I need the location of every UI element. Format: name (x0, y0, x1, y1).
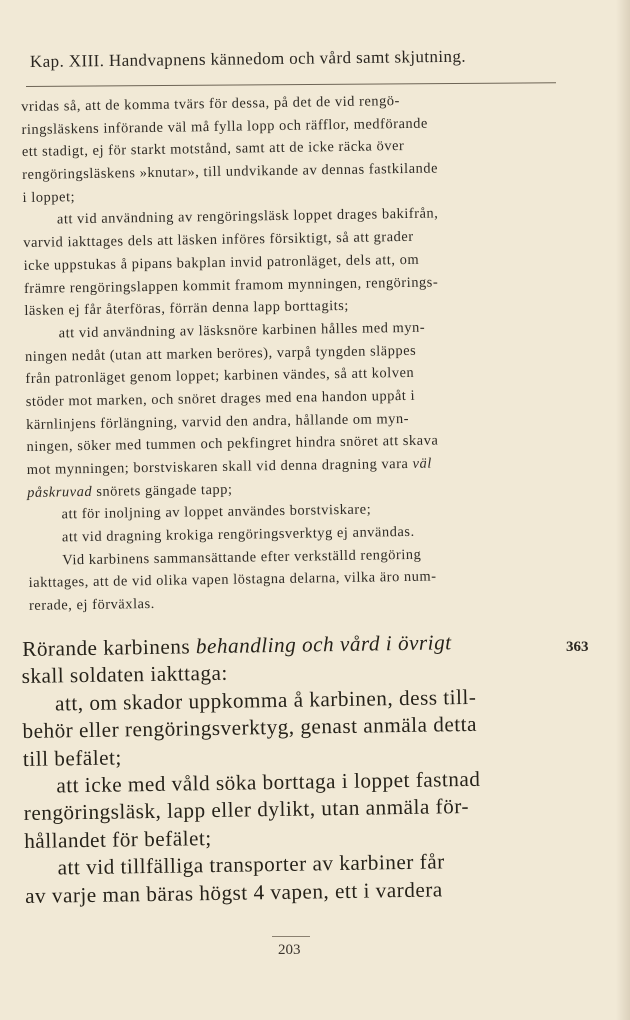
italic-phrase: behandling och vård i övrigt (195, 630, 452, 659)
line-text: att icke med våld söka borttaga i loppet fastnad (56, 766, 481, 798)
line-text: kärnlinjens förlängning, varvid den andra, hållande om myn- (26, 410, 410, 433)
line-text: att vid tillfälliga transporter av karbiner får (57, 849, 445, 880)
line-text: Rörande karbinens (22, 634, 197, 661)
line-text: att vid dragning krokiga rengöringsverktyg ej användas. (61, 523, 415, 546)
line-text: rengöringsläsk, lapp eller dylikt, utan anmäla för- (23, 794, 470, 826)
line-text: stöder mot marken, och snöret drages med ena handon uppåt i (25, 387, 416, 410)
line-text: läsken ej får återföras, förrän denna lapp borttagits; (24, 298, 350, 320)
running-head: Kap. XIII. Handvapnens kännedom och vård samt skjutning. (29, 46, 467, 71)
line-text: att vid användning av läsksnöre karbinen hålles med myn- (58, 319, 426, 342)
line-text: ringsläskens införande väl må fylla lopp och räfflor, medförande (21, 115, 428, 138)
large-lines (21, 655, 570, 910)
line-text: ningen nedåt (utan att marken beröres), varpå tyngden släppes (24, 342, 417, 365)
line-text: att vid användning av rengöringsläsk loppet drages bakifrån, (56, 205, 439, 228)
line-text: att för inoljning av loppet användes borstviskare; (61, 501, 372, 523)
line-text: till befälet; (22, 744, 122, 771)
line-text: mot mynningen; borstviskaren skall vid denna dragning vara (26, 455, 409, 478)
italic-word: väl (412, 455, 432, 472)
small-print-section (21, 88, 569, 618)
line-text: Vid karbinens sammansättande efter verkställd rengöring (62, 546, 422, 569)
line-text: snörets gängade tapp; (92, 481, 233, 500)
line-text: av varje man bäras högst 4 vapen, ett i vardera (24, 876, 443, 908)
line-text: rengöringsläskens »knutar», till undvikande av dennas fastkilande (22, 160, 439, 184)
line-text: rerade, ej förväxlas. (28, 596, 155, 615)
line-text: vridas så, att de komma tvärs för dessa, på det de vid rengö- (21, 93, 401, 115)
line-text: att, om skador uppkomma å karbinen, dess till- (54, 684, 477, 716)
line-text: främre rengöringslappen kommit framom mynningen, rengörings- (23, 273, 439, 297)
line-text: varvid iakttages dels att läsken införes försiktigt, så att grader (23, 228, 414, 252)
line-text: från patronläget genom loppet; karbinen vändes, så att kolven (25, 365, 415, 388)
page-number: 203 (278, 942, 301, 958)
margin-paragraph-number: 363 (566, 639, 589, 655)
line-text: iakttages, att de vid olika vapen löstagna delarna, vilka äro num- (28, 568, 437, 592)
line-text: skall soldaten iakttaga: (21, 661, 228, 689)
header-rule (26, 82, 556, 87)
large-print-section (21, 627, 570, 909)
line-text: ett stadigt, ej för starkt motstånd, samt att de icke räcka över (21, 138, 405, 161)
footer-rule (272, 936, 310, 937)
line-text: hållandet för befälet; (24, 825, 212, 853)
line-text: i loppet; (22, 188, 76, 206)
line-text: icke uppstukas å pipans bakplan invid patronläget, dels att, om (23, 251, 420, 274)
line-text: behör eller rengöringsverktyg, genast anmäla detta (22, 712, 478, 744)
italic-word: påskruvad (27, 483, 93, 501)
line-text: ningen, söker med tummen och pekfingret hindra snöret att skava (26, 432, 439, 456)
